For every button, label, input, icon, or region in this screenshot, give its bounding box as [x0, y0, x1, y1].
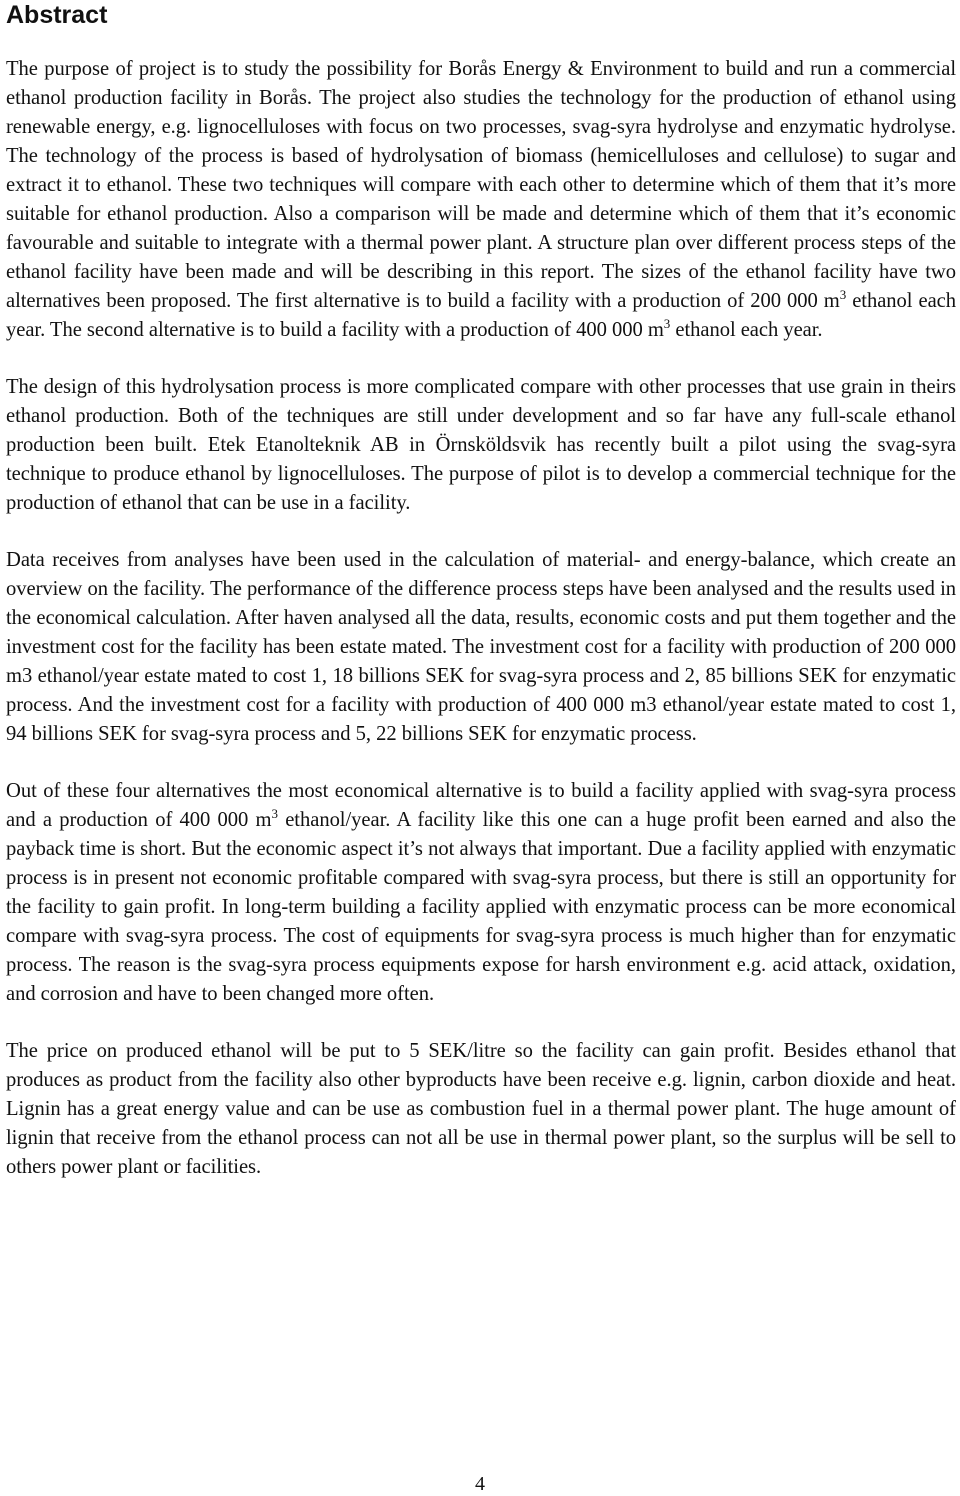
section-heading: Abstract: [6, 1, 108, 29]
text-run: The design of this hydrolysation process is more complicated compare with other processes that use grain in theirs ethanol production. Both of the techniques are still under development and so far have any full-scale ethanol production been built. Etek Etanolteknik AB in Örnsköldsvik has recently built a pilot using the svag-syra technique to produce ethanol by lignocelluloses. The purpose of pilot is to develop a commercial technique for the production of ethanol that can be use in a facility.: [6, 376, 956, 514]
text-run: Data receives from analyses have been used in the calculation of material- and energy-balance, which create an overview on the facility. The performance of the difference process steps have been analysed and the results used in the economical calculation. After haven analysed all the data, results, economic costs and put them together and the investment cost for the facility has been estate mated. The investment cost for a facility with production of 200 000 m3 ethanol/year estate mated to cost 1, 18 billions SEK for svag-syra process and 2, 85 billions SEK for enzymatic process. And the investment cost for a facility with production of 400 000 m3 ethanol/year estate mated to cost 1, 94 billions SEK for svag-syra process and 5, 22 billions SEK for enzymatic process.: [6, 549, 956, 745]
text-run: The price on produced ethanol will be put to 5 SEK/litre so the facility can gain profit. Besides ethanol that produces as product from the facility also other byproducts have been receive e.g. lignin, carbon dioxide and heat. Lignin has a great energy value and can be use as combustion fuel in a thermal power plant. The huge amount of lignin that receive from the ethanol process can not all be use in thermal power plant, so the surplus will be sell to others power plant or facilities.: [6, 1040, 956, 1178]
text-run: Out of these four alternatives the most economical alternative is to build a facility applied with svag-syra process and a production of 400 000 m: [6, 780, 956, 831]
paragraph: [6, 373, 956, 518]
abstract-body: [6, 55, 956, 1210]
superscript: 3: [663, 316, 671, 332]
page-number: 4: [475, 1473, 485, 1495]
paragraph: [6, 777, 956, 1009]
paragraph: [6, 55, 956, 345]
text-run: ethanol each year. The second alternative is to build a facility with a production of 400 000 m: [6, 290, 956, 341]
superscript: 3: [271, 806, 278, 822]
text-run: The purpose of project is to study the possibility for Borås Energy & Environment to build and run a commercial ethanol production facility in Borås. The project also studies the technology for the production of ethanol using renewable energy, e.g. lignocelluloses with focus on two processes, svag-syra hydrolyse and enzymatic hydrolyse. The technology of the process is based of hydrolysation of biomass (hemicelluloses and cellulose) to sugar and extract it to ethanol. These two techniques will compare with each other to determine which of them that it’s more suitable for ethanol production. Also a comparison will be made and determine which of them that it’s economic favourable and suitable to integrate with a thermal power plant. A structure plan over different process steps of the ethanol facility have been made and will be describing in this report. The sizes of the ethanol facility have two alternatives been proposed. The first alternative is to build a facility with a production of 200 000 m: [6, 58, 956, 312]
paragraph: [6, 546, 956, 749]
paragraph: [6, 1037, 956, 1182]
text-run: ethanol each year.: [670, 319, 823, 341]
text-run: ethanol/year. A facility like this one can a huge profit been earned and also the payback time is short. But the economic aspect it’s not always that important. Due a facility applied with enzymatic process is in present not economic profitable compared with svag-syra process, but there is still an opportunity for the facility to gain profit. In long-term building a facility applied with enzymatic process can be more economical compare with svag-syra process. The cost of equipments for svag-syra process is much higher than for enzymatic process. The reason is the svag-syra process equipments expose for harsh environment e.g. acid attack, oxidation, and corrosion and have to been changed more often.: [6, 809, 956, 1005]
superscript: 3: [839, 287, 847, 303]
